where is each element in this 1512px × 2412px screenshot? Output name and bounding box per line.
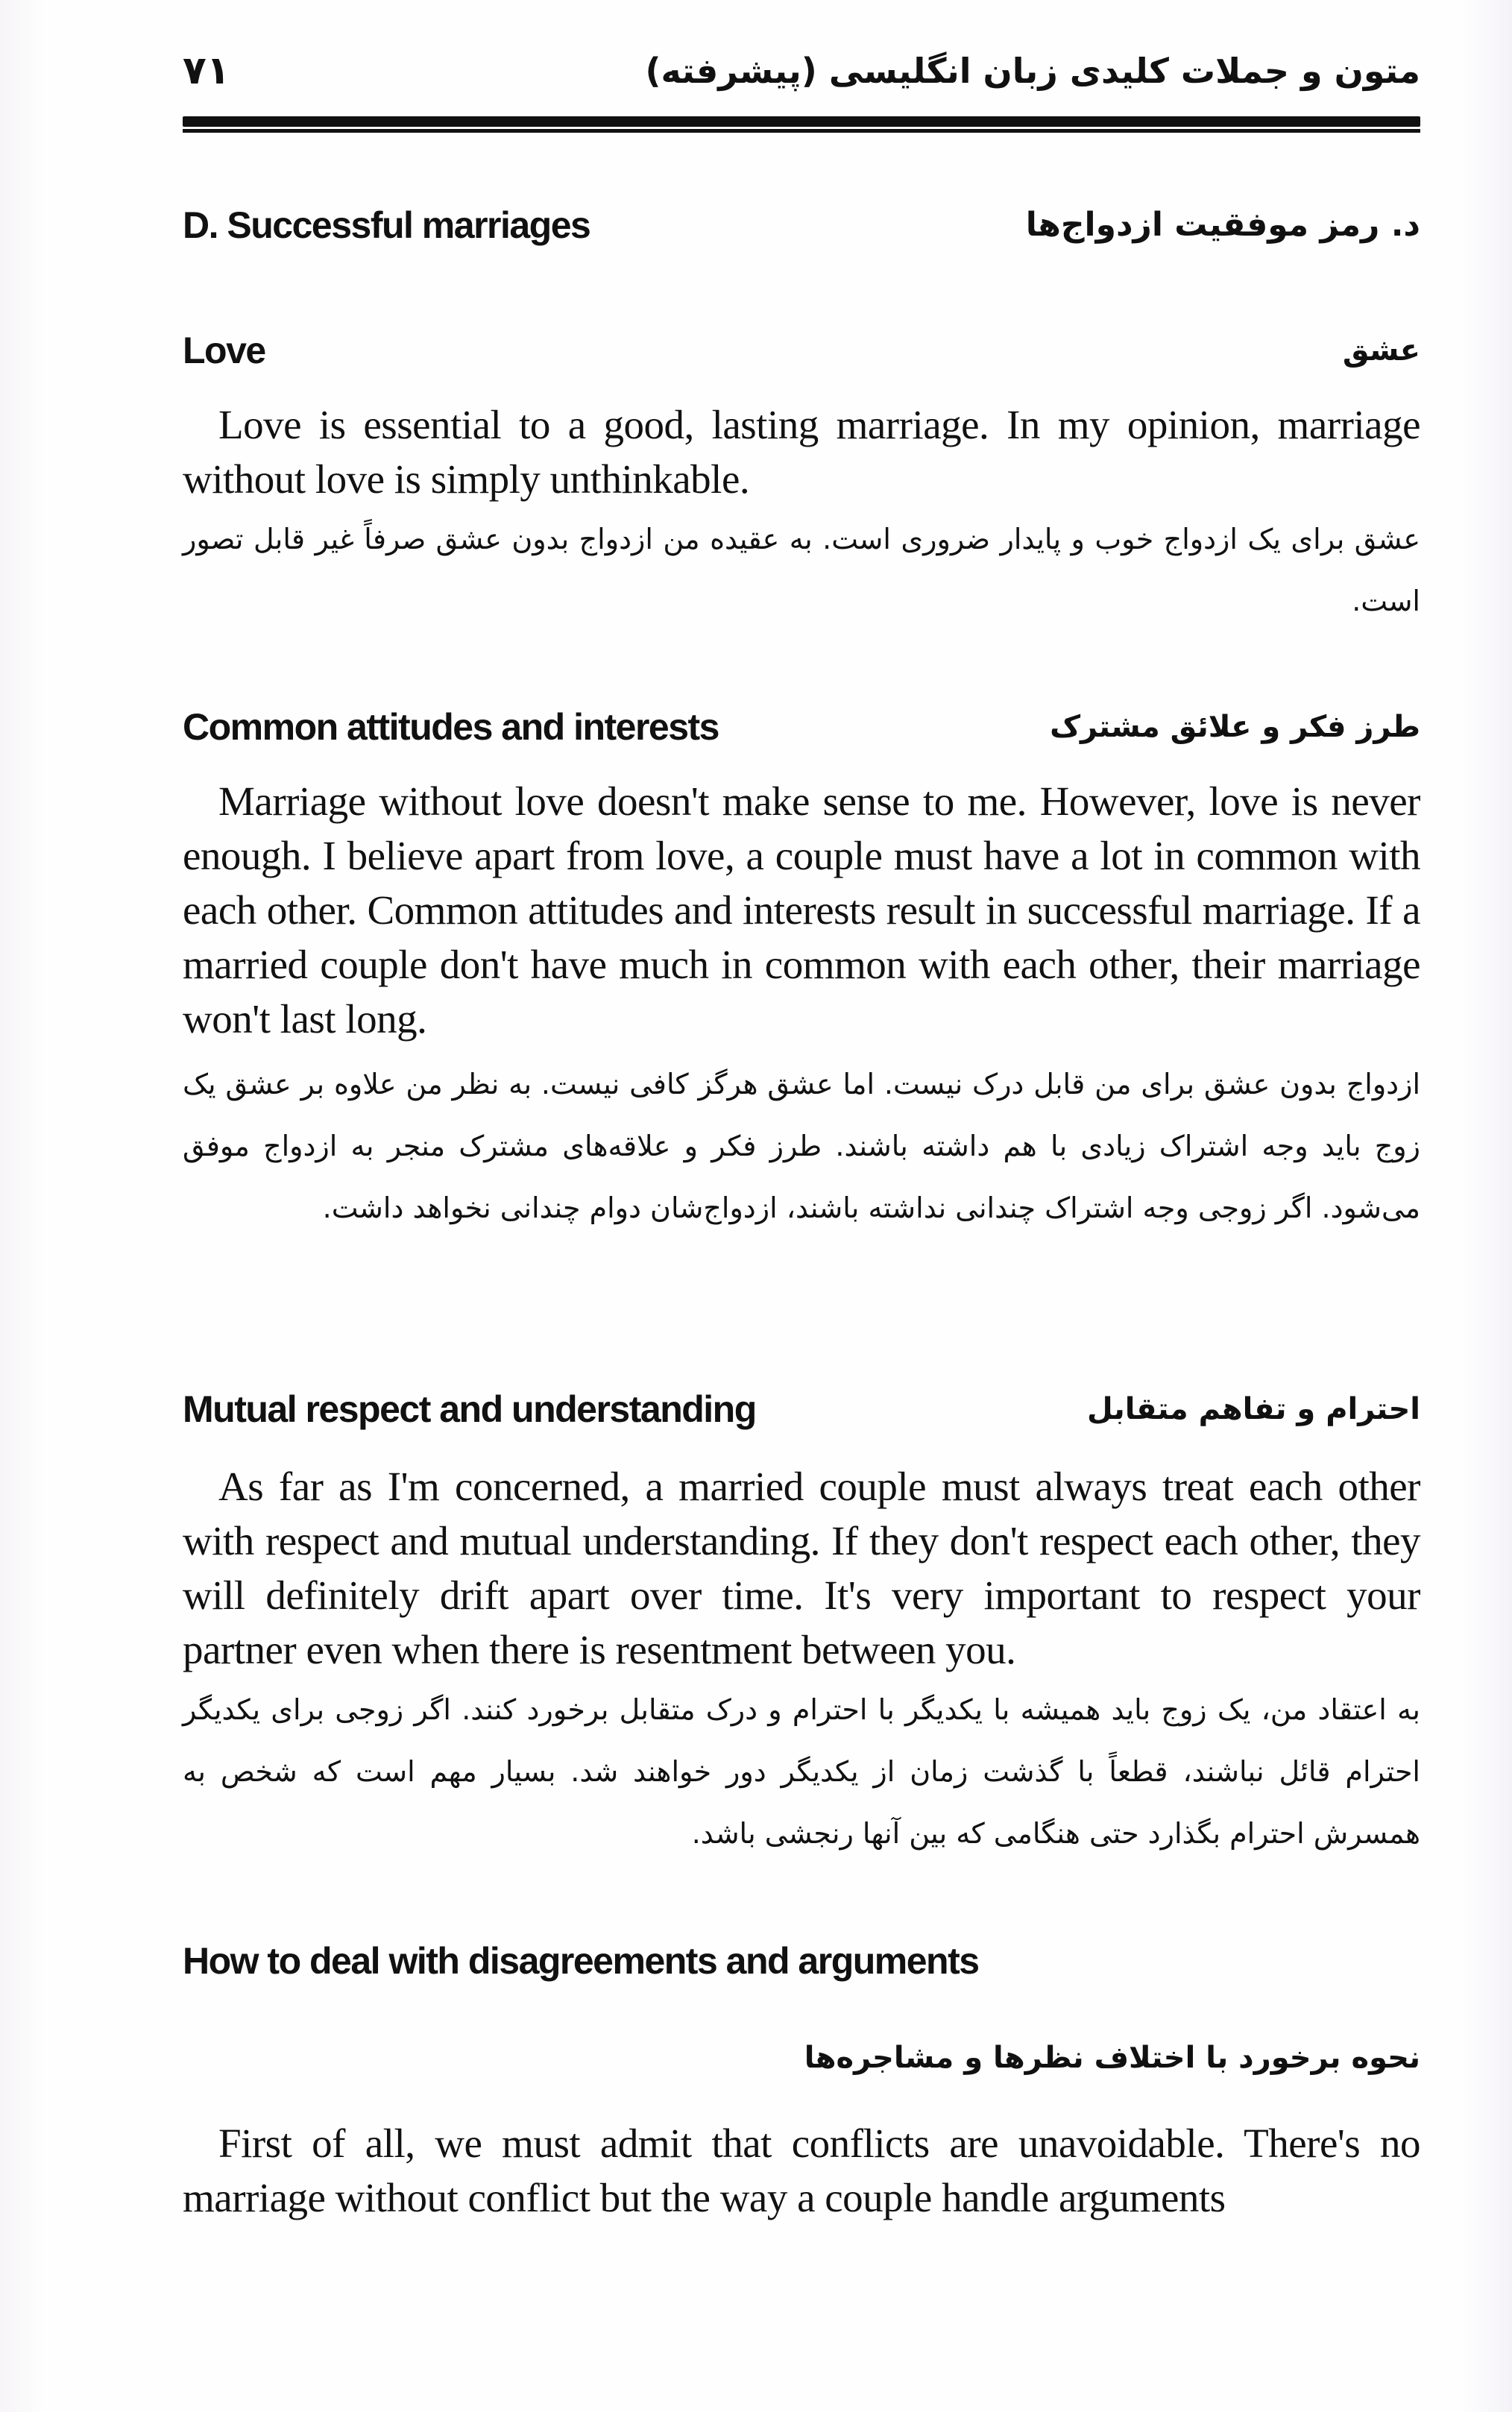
paragraph-fa: ازدواج بدون عشق برای من قابل درک نیست. اما عشق هرگز کافی نیست. به نظر من علاوه بر عشق یک زوج باید وجه اشتراک زیادی با هم داشته باشند. طرز فکر و علاقه‌های مشترک منجر به ازدواج موفق می‌شود. اگر زوجی وجه اشتراک چندانی نداشته باشند، ازدواج‌شان دوام چندانی نخواهد داشت. — [183, 1068, 1420, 1224]
subsection-heading-en: Common attitudes and interests — [183, 706, 719, 748]
running-title: متون و جملات کلیدی زبان انگلیسی (پیشرفته) — [645, 51, 1420, 91]
subsection-heading-fa: طرز فکر و علائق مشترک — [1050, 710, 1420, 744]
subsection-heading-en: How to deal with disagreements and arguments — [183, 1940, 979, 1982]
page-number: ۷۱ — [183, 48, 230, 93]
paragraph-en: Love is essential to a good, lasting marriage. In my opinion, marriage without love is simply unthinkable. — [183, 402, 1420, 502]
section-title-en: D. Successful marriages — [183, 204, 590, 246]
header-rule-thin — [183, 129, 1420, 133]
paragraph-en: Marriage without love doesn't make sense to me. However, love is never enough. I believe apart from love, a couple must have a lot in common with each other. Common attitudes and interests result in successful marriage. If a married couple don't have much in common with each other, their marriage won't last long. — [183, 778, 1420, 1042]
paragraph-en: First of all, we must admit that conflicts are unavoidable. There's no marriage without conflict but the way a couple handle arguments — [183, 2120, 1420, 2220]
header-rule-thick — [183, 116, 1420, 127]
paragraph-fa: عشق برای یک ازدواج خوب و پایدار ضروری است. به عقیده من ازدواج بدون عشق صرفاً غیر قابل تصور است. — [183, 523, 1420, 617]
page-header — [183, 41, 1420, 101]
paragraph-en: As far as I'm concerned, a married couple must always treat each other with respect and mutual understanding. If they don't respect each other, they will definitely drift apart over time. It's very important to respect your partner even when there is resentment between you. — [183, 1464, 1420, 1672]
subsection-heading-fa: نحوه برخورد با اختلاف نظرها و مشاجره‌ها — [804, 2041, 1420, 2075]
subsection-heading-fa: عشق — [1342, 333, 1420, 368]
section-title-fa: د. رمز موفقیت ازدواج‌ها — [1025, 206, 1420, 244]
paragraph-fa: به اعتقاد من، یک زوج باید همیشه با یکدیگر با احترام و درک متقابل برخورد کنند. اگر زوجی برای یکدیگر احترام قائل نباشند، قطعاً با گذشت زمان از یکدیگر دور خواهند شد. بسیار مهم است که شخص به همسرش احترام بگذارد حتی هنگامی که بین آنها رنجشی باشد. — [183, 1693, 1420, 1850]
subsection-heading-fa: احترام و تفاهم متقابل — [1087, 1392, 1420, 1426]
subsection-heading-en: Love — [183, 330, 265, 371]
subsection-heading-en: Mutual respect and understanding — [183, 1388, 756, 1430]
